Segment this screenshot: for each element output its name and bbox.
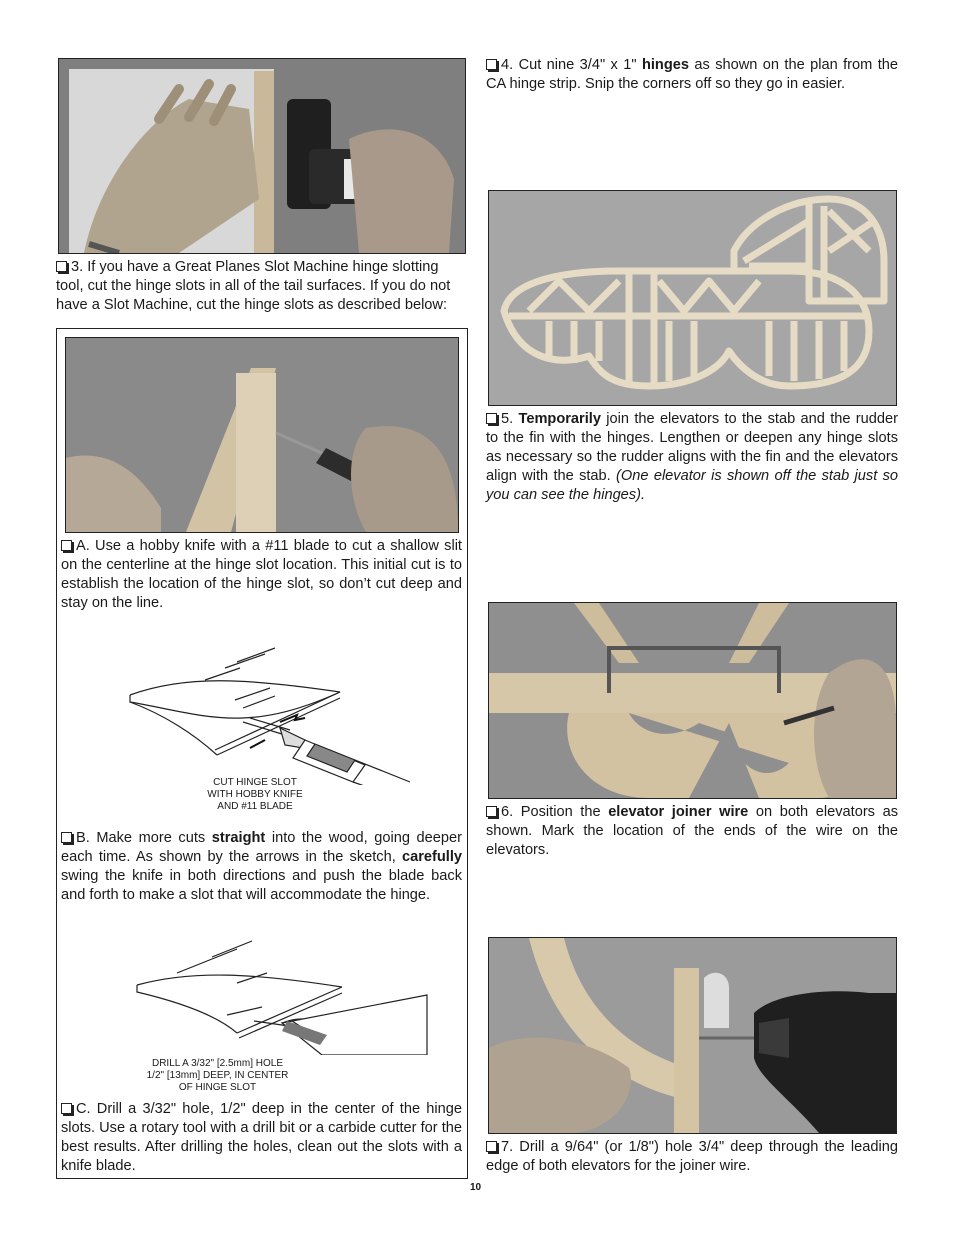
step-4-text: 4. Cut nine 3/4" x 1" hinges as shown on the plan from the CA hinge strip. Snip the corners off so they go in easier. [486, 57, 898, 92]
step-c-text: C. Drill a 3/32" hole, 1/2" deep in the center of the hinge slots. Use a rotary tool with a drill bit or a carbide cutter for the best results. After drilling the holes, clean out the slots with a knife blade. [61, 1101, 462, 1174]
photo-hobby-knife [65, 337, 459, 533]
caption-knife: CUT HINGE SLOT WITH HOBBY KNIFE AND #11 BLADE [207, 777, 303, 812]
step-6-checkbox[interactable] [486, 806, 497, 817]
step-a-text: A. Use a hobby knife with a #11 blade to cut a shallow slit on the centerline at the hinge slot location. This initial cut is to establish the location of the hinge slot, so don’t cut deep and stay on the line. [61, 538, 462, 611]
step-7-checkbox[interactable] [486, 1141, 497, 1152]
step-c-checkbox[interactable] [61, 1103, 72, 1114]
photo-drill [488, 937, 897, 1134]
caption-drill: DRILL A 3/32" [2.5mm] HOLE 1/2" [13mm] DEEP, IN CENTER OF HINGE SLOT [146, 1058, 289, 1093]
step-5-checkbox[interactable] [486, 413, 497, 424]
photo-slot-machine [58, 58, 466, 254]
step-b-text: B. Make more cuts straight into the wood, going deeper each time. As shown by the arrows in the sketch, carefully swing the knife in both directions and push the blade back and forth to make a slot that will accommodate the hinge. [61, 830, 462, 903]
step-7-text: 7. Drill a 9/64" (or 1/8") hole 3/4" deep through the leading edge of both elevators for the joiner wire. [486, 1139, 898, 1174]
sketch-cut-hinge-slot [125, 640, 415, 785]
step-3-text: 3. If you have a Great Planes Slot Machine hinge slotting tool, cut the hinge slots in all of the tail surfaces. If you do not have a Slot Machine, cut the hinge slots as described below: [56, 259, 451, 313]
joiner-wire-illustration [489, 603, 896, 798]
step-6-text: 6. Position the elevator joiner wire on both elevators as shown. Mark the location of the ends of the wire on the elevators. [486, 804, 898, 858]
step-5-text: 5. Temporarily join the elevators to the stab and the rudder to the fin with the hinges. Lengthen or deepen any hinge slots as necessary so the rudder aligns with the fin and the elevators align with the stab. (One elevator is shown off the stab just so you can see the hinges). [486, 411, 898, 503]
drill-illustration [489, 938, 896, 1133]
arrow-icon [250, 740, 265, 748]
photo-joiner-wire [488, 602, 897, 799]
hobby-knife-illustration [66, 338, 458, 532]
slot-machine-illustration [59, 59, 465, 253]
page-number: 10 [470, 1182, 482, 1193]
tail-surfaces-illustration [489, 191, 896, 405]
step-b-checkbox[interactable] [61, 832, 72, 843]
sketch-drill-hole [132, 935, 432, 1055]
step-a-checkbox[interactable] [61, 540, 72, 551]
step-4-checkbox[interactable] [486, 59, 497, 70]
step-3-checkbox[interactable] [56, 261, 67, 272]
photo-tail-surfaces [488, 190, 897, 406]
